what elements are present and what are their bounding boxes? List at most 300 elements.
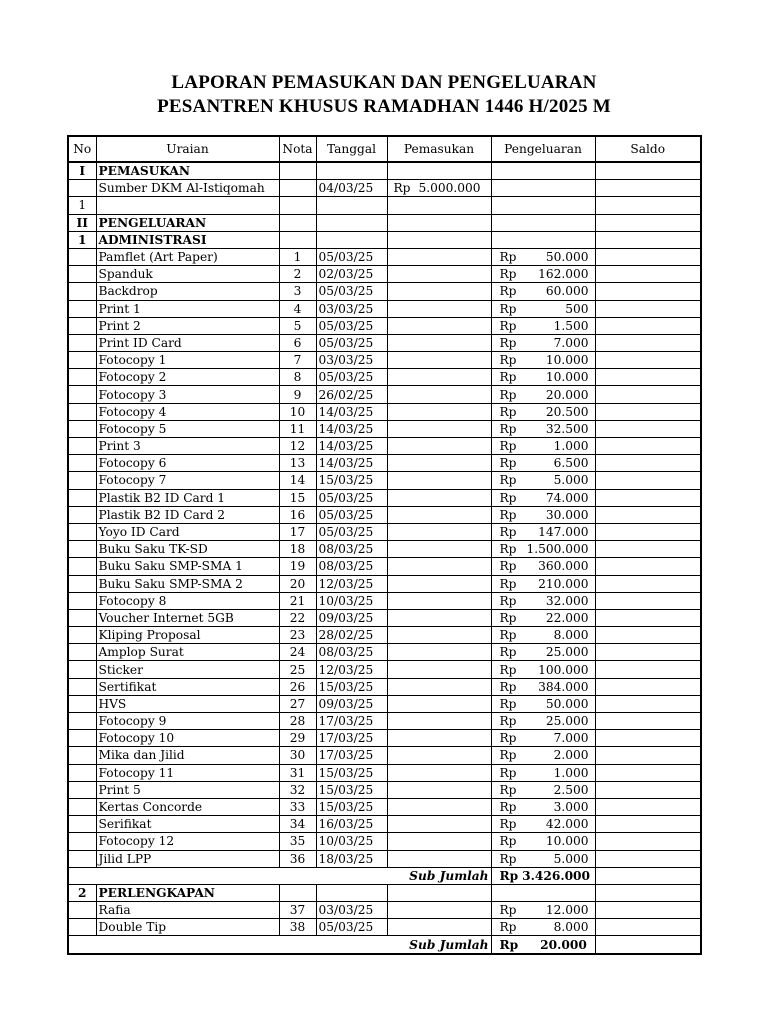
amount-value: 7.000 <box>553 731 589 746</box>
amount-value: 384.000 <box>538 679 589 694</box>
header-saldo: Saldo <box>595 136 701 162</box>
header-tanggal: Tanggal <box>316 136 387 162</box>
row-nota: 27 <box>279 695 316 712</box>
table-row <box>68 541 701 558</box>
row-pemasukan <box>387 695 491 712</box>
table-row <box>68 506 701 523</box>
amount-value: 10.000 <box>545 353 589 368</box>
row-saldo <box>595 438 701 455</box>
row-no: I <box>68 162 96 180</box>
row-saldo <box>595 214 701 231</box>
row-uraian: Print 2 <box>96 317 279 334</box>
row-pemasukan <box>387 798 491 815</box>
row-pemasukan <box>387 266 491 283</box>
row-pemasukan <box>387 214 491 231</box>
row-no <box>68 283 96 300</box>
row-pengeluaran <box>491 523 595 540</box>
row-uraian: Print 5 <box>96 781 279 798</box>
row-saldo <box>595 644 701 661</box>
row-nota: 36 <box>279 850 316 867</box>
row-uraian: PERLENGKAPAN <box>96 884 279 901</box>
row-pemasukan <box>387 369 491 386</box>
row-tanggal: 03/03/25 <box>316 352 387 369</box>
row-tanggal: 05/03/25 <box>316 283 387 300</box>
row-pemasukan <box>387 833 491 850</box>
row-pengeluaran <box>491 472 595 489</box>
row-nota: 21 <box>279 592 316 609</box>
row-nota: 33 <box>279 798 316 815</box>
row-saldo <box>595 369 701 386</box>
row-uraian: Fotocopy 8 <box>96 592 279 609</box>
row-no <box>68 523 96 540</box>
row-no <box>68 902 96 919</box>
row-tanggal: 15/03/25 <box>316 472 387 489</box>
row-pengeluaran <box>491 300 595 317</box>
row-uraian: Voucher Internet 5GB <box>96 609 279 626</box>
row-pemasukan <box>387 713 491 730</box>
row-nota: 37 <box>279 902 316 919</box>
row-tanggal: 15/03/25 <box>316 781 387 798</box>
row-no <box>68 575 96 592</box>
row-pemasukan <box>387 678 491 695</box>
row-uraian: Fotocopy 7 <box>96 472 279 489</box>
row-pengeluaran <box>491 833 595 850</box>
row-nota <box>279 180 316 197</box>
report-title-line-1: LAPORAN PEMASUKAN DAN PENGELUARAN <box>171 72 597 93</box>
row-nota: 6 <box>279 334 316 351</box>
amount-value: 3.000 <box>553 800 589 815</box>
row-nota: 11 <box>279 420 316 437</box>
row-pemasukan <box>387 747 491 764</box>
row-tanggal: 12/03/25 <box>316 575 387 592</box>
row-tanggal: 05/03/25 <box>316 369 387 386</box>
row-saldo <box>595 867 701 884</box>
row-no <box>68 730 96 747</box>
currency-label: Rp <box>499 387 517 402</box>
row-no <box>68 592 96 609</box>
row-pengeluaran <box>491 627 595 644</box>
currency-label: Rp <box>499 473 517 488</box>
currency-label: Rp <box>499 353 517 368</box>
table-row <box>68 919 701 936</box>
row-tanggal: 04/03/25 <box>316 180 387 197</box>
row-saldo <box>595 180 701 197</box>
row-uraian: Fotocopy 9 <box>96 713 279 730</box>
row-pengeluaran <box>491 764 595 781</box>
currency-label: Rp <box>499 370 517 385</box>
blank-row <box>68 197 701 214</box>
row-no: 1 <box>68 197 96 214</box>
row-uraian: Amplop Surat <box>96 644 279 661</box>
currency-label: Rp <box>499 490 517 505</box>
table-row <box>68 455 701 472</box>
row-nota <box>279 214 316 231</box>
amount-value: 32.000 <box>545 593 589 608</box>
row-pemasukan <box>387 283 491 300</box>
row-pengeluaran <box>491 317 595 334</box>
row-saldo <box>595 798 701 815</box>
currency-label: Rp <box>499 782 517 797</box>
row-uraian: Print 1 <box>96 300 279 317</box>
row-pengeluaran <box>491 798 595 815</box>
amount-value: 42.000 <box>545 817 589 832</box>
row-uraian: Rafia <box>96 902 279 919</box>
row-nota: 10 <box>279 403 316 420</box>
row-pemasukan <box>387 919 491 936</box>
row-pengeluaran <box>491 919 595 936</box>
row-saldo <box>595 506 701 523</box>
row-tanggal: 14/03/25 <box>316 438 387 455</box>
subtotal-row <box>68 867 701 884</box>
row-saldo <box>595 850 701 867</box>
row-uraian: Pamflet (Art Paper) <box>96 248 279 265</box>
row-pemasukan <box>387 523 491 540</box>
row-nota <box>279 162 316 180</box>
row-uraian: Fotocopy 2 <box>96 369 279 386</box>
row-nota: 2 <box>279 266 316 283</box>
row-saldo <box>595 300 701 317</box>
row-tanggal: 09/03/25 <box>316 609 387 626</box>
row-nota: 12 <box>279 438 316 455</box>
row-pengeluaran <box>491 162 595 180</box>
currency-label: Rp <box>499 525 517 540</box>
row-uraian: Fotocopy 6 <box>96 455 279 472</box>
amount-value: 32.500 <box>545 421 589 436</box>
currency-label: Rp <box>499 439 517 454</box>
currency-label: Rp <box>499 507 517 522</box>
row-uraian: Print 3 <box>96 438 279 455</box>
header-pengeluaran: Pengeluaran <box>491 136 595 162</box>
row-no <box>68 781 96 798</box>
currency-label: Rp <box>499 593 517 608</box>
table-row <box>68 678 701 695</box>
row-saldo <box>595 523 701 540</box>
row-pengeluaran <box>491 180 595 197</box>
row-uraian: Fotocopy 11 <box>96 764 279 781</box>
row-no <box>68 403 96 420</box>
row-pemasukan <box>387 455 491 472</box>
row-no <box>68 764 96 781</box>
row-pemasukan <box>387 850 491 867</box>
amount-value: 2.000 <box>553 748 589 763</box>
row-pemasukan <box>387 541 491 558</box>
row-uraian: Fotocopy 5 <box>96 420 279 437</box>
row-pemasukan <box>387 162 491 180</box>
amount-value: 60.000 <box>545 284 589 299</box>
row-tanggal: 15/03/25 <box>316 764 387 781</box>
table-row <box>68 489 701 506</box>
row-saldo <box>595 489 701 506</box>
row-pengeluaran <box>491 678 595 695</box>
row-pemasukan <box>387 764 491 781</box>
row-pemasukan <box>387 730 491 747</box>
currency-label: Rp <box>499 421 517 436</box>
subtotal-label: Sub Jumlah <box>68 867 491 884</box>
row-nota: 25 <box>279 661 316 678</box>
row-tanggal: 12/03/25 <box>316 661 387 678</box>
amount-value: 5.000 <box>553 473 589 488</box>
row-saldo <box>595 162 701 180</box>
table-row <box>68 781 701 798</box>
row-saldo <box>595 386 701 403</box>
amount-value: 147.000 <box>538 525 589 540</box>
row-no <box>68 816 96 833</box>
currency-label: Rp <box>499 284 517 299</box>
row-saldo <box>595 455 701 472</box>
row-nota: 34 <box>279 816 316 833</box>
row-pemasukan <box>387 438 491 455</box>
row-uraian: PEMASUKAN <box>96 162 279 180</box>
table-row <box>68 816 701 833</box>
row-no <box>68 919 96 936</box>
amount-value: 22.000 <box>545 610 589 625</box>
header-row <box>68 136 701 162</box>
section-row <box>68 214 701 231</box>
header-nota: Nota <box>279 136 316 162</box>
row-pengeluaran <box>491 506 595 523</box>
row-saldo <box>595 730 701 747</box>
row-pengeluaran <box>491 231 595 248</box>
row-pengeluaran <box>491 266 595 283</box>
row-saldo <box>595 558 701 575</box>
row-uraian: Sticker <box>96 661 279 678</box>
currency-label: Rp <box>499 318 517 333</box>
row-no <box>68 609 96 626</box>
currency-label: Rp <box>499 851 517 866</box>
row-tanggal: 05/03/25 <box>316 506 387 523</box>
header-pemasukan: Pemasukan <box>387 136 491 162</box>
row-uraian: Double Tip <box>96 919 279 936</box>
row-saldo <box>595 919 701 936</box>
row-tanggal: 16/03/25 <box>316 816 387 833</box>
table-row <box>68 747 701 764</box>
row-pengeluaran <box>491 575 595 592</box>
currency-label: Rp <box>499 714 517 729</box>
currency-label: Rp <box>499 765 517 780</box>
currency-label: Rp <box>499 645 517 660</box>
currency-label: Rp <box>499 610 517 625</box>
row-uraian: Fotocopy 10 <box>96 730 279 747</box>
row-pemasukan <box>387 472 491 489</box>
row-uraian: Buku Saku SMP-SMA 2 <box>96 575 279 592</box>
row-nota: 18 <box>279 541 316 558</box>
currency-label: Rp <box>393 181 411 196</box>
table-row <box>68 300 701 317</box>
row-pengeluaran <box>491 695 595 712</box>
row-uraian: Sertifikat <box>96 678 279 695</box>
row-pemasukan <box>387 558 491 575</box>
table-row <box>68 472 701 489</box>
table-row <box>68 730 701 747</box>
table-row <box>68 644 701 661</box>
row-tanggal <box>316 162 387 180</box>
row-uraian: Print ID Card <box>96 334 279 351</box>
row-pengeluaran <box>491 455 595 472</box>
row-pengeluaran <box>491 902 595 919</box>
row-saldo <box>595 352 701 369</box>
amount-value: 1.000 <box>553 439 589 454</box>
row-tanggal: 05/03/25 <box>316 317 387 334</box>
row-tanggal: 05/03/25 <box>316 334 387 351</box>
row-tanggal: 17/03/25 <box>316 730 387 747</box>
amount-value: 20.000 <box>545 387 589 402</box>
row-pemasukan <box>387 300 491 317</box>
row-nota: 28 <box>279 713 316 730</box>
amount-value: 1.500 <box>553 318 589 333</box>
row-uraian: Kliping Proposal <box>96 627 279 644</box>
row-saldo <box>595 884 701 901</box>
currency-label: Rp <box>499 937 519 952</box>
row-tanggal: 26/02/25 <box>316 386 387 403</box>
subtotal-value <box>491 936 595 954</box>
currency-label: Rp <box>499 542 517 557</box>
row-saldo <box>595 472 701 489</box>
table-row <box>68 833 701 850</box>
currency-label: Rp <box>499 267 517 282</box>
table-row <box>68 798 701 815</box>
table-row <box>68 558 701 575</box>
amount-value: 30.000 <box>545 507 589 522</box>
amount-value: 10.000 <box>545 370 589 385</box>
subtotal-label: Sub Jumlah <box>68 936 491 954</box>
table-row <box>68 609 701 626</box>
row-pengeluaran <box>491 420 595 437</box>
row-uraian: Kertas Concorde <box>96 798 279 815</box>
row-pemasukan <box>387 334 491 351</box>
row-saldo <box>595 575 701 592</box>
amount-value: 8.000 <box>553 628 589 643</box>
row-uraian: Backdrop <box>96 283 279 300</box>
row-saldo <box>595 695 701 712</box>
row-no <box>68 627 96 644</box>
row-pemasukan <box>387 489 491 506</box>
amount-value: 50.000 <box>545 250 589 265</box>
row-no <box>68 420 96 437</box>
row-uraian: HVS <box>96 695 279 712</box>
row-no <box>68 489 96 506</box>
row-pengeluaran <box>491 369 595 386</box>
row-saldo <box>595 197 701 214</box>
table-row <box>68 369 701 386</box>
row-no <box>68 833 96 850</box>
amount-value: 360.000 <box>538 559 589 574</box>
row-tanggal: 02/03/25 <box>316 266 387 283</box>
currency-label: Rp <box>499 817 517 832</box>
currency-label: Rp <box>499 301 517 316</box>
row-uraian: Serifikat <box>96 816 279 833</box>
row-tanggal: 05/03/25 <box>316 248 387 265</box>
row-nota: 26 <box>279 678 316 695</box>
row-saldo <box>595 231 701 248</box>
row-pemasukan <box>387 317 491 334</box>
row-saldo <box>595 747 701 764</box>
table-row <box>68 575 701 592</box>
row-pemasukan <box>387 902 491 919</box>
row-saldo <box>595 541 701 558</box>
row-tanggal: 15/03/25 <box>316 798 387 815</box>
table-body <box>68 162 701 954</box>
currency-label: Rp <box>499 404 517 419</box>
row-tanggal: 08/03/25 <box>316 541 387 558</box>
table-row <box>68 317 701 334</box>
row-no <box>68 678 96 695</box>
row-nota: 24 <box>279 644 316 661</box>
currency-label: Rp <box>499 662 517 677</box>
row-nota: 23 <box>279 627 316 644</box>
row-nota: 14 <box>279 472 316 489</box>
row-tanggal: 14/03/25 <box>316 455 387 472</box>
table-row <box>68 334 701 351</box>
row-pengeluaran <box>491 661 595 678</box>
row-saldo <box>595 764 701 781</box>
row-tanggal: 08/03/25 <box>316 558 387 575</box>
amount-value: 74.000 <box>545 490 589 505</box>
row-nota: 31 <box>279 764 316 781</box>
row-tanggal: 10/03/25 <box>316 833 387 850</box>
row-pemasukan <box>387 884 491 901</box>
row-no <box>68 644 96 661</box>
row-pemasukan <box>387 403 491 420</box>
row-no <box>68 472 96 489</box>
row-tanggal: 17/03/25 <box>316 747 387 764</box>
amount-value: 50.000 <box>545 696 589 711</box>
row-pemasukan <box>387 386 491 403</box>
amount-value: 25.000 <box>545 645 589 660</box>
row-pengeluaran <box>491 816 595 833</box>
table-row <box>68 523 701 540</box>
subtotal-value <box>491 867 595 884</box>
amount-value: 5.000 <box>553 851 589 866</box>
currency-label: Rp <box>499 868 519 883</box>
table-row <box>68 352 701 369</box>
row-nota: 4 <box>279 300 316 317</box>
row-no <box>68 317 96 334</box>
row-uraian: Yoyo ID Card <box>96 523 279 540</box>
row-pengeluaran <box>491 644 595 661</box>
table-row <box>68 592 701 609</box>
table-row <box>68 403 701 420</box>
row-nota: 15 <box>279 489 316 506</box>
header-uraian: Uraian <box>96 136 279 162</box>
row-no <box>68 798 96 815</box>
row-pemasukan <box>387 781 491 798</box>
currency-label: Rp <box>499 576 517 591</box>
currency-label: Rp <box>499 679 517 694</box>
row-nota: 30 <box>279 747 316 764</box>
row-tanggal <box>316 197 387 214</box>
row-no <box>68 369 96 386</box>
currency-label: Rp <box>499 731 517 746</box>
row-pengeluaran <box>491 713 595 730</box>
row-saldo <box>595 266 701 283</box>
row-no <box>68 541 96 558</box>
row-tanggal: 09/03/25 <box>316 695 387 712</box>
row-pemasukan <box>387 352 491 369</box>
table-row <box>68 438 701 455</box>
amount-value: 12.000 <box>545 903 589 918</box>
row-tanggal: 14/03/25 <box>316 420 387 437</box>
row-tanggal: 05/03/25 <box>316 523 387 540</box>
row-saldo <box>595 902 701 919</box>
row-no <box>68 747 96 764</box>
row-nota: 22 <box>279 609 316 626</box>
income-row <box>68 180 701 197</box>
table-row <box>68 695 701 712</box>
subtotal-row <box>68 936 701 954</box>
row-saldo <box>595 317 701 334</box>
row-pengeluaran <box>491 438 595 455</box>
row-pemasukan <box>387 627 491 644</box>
